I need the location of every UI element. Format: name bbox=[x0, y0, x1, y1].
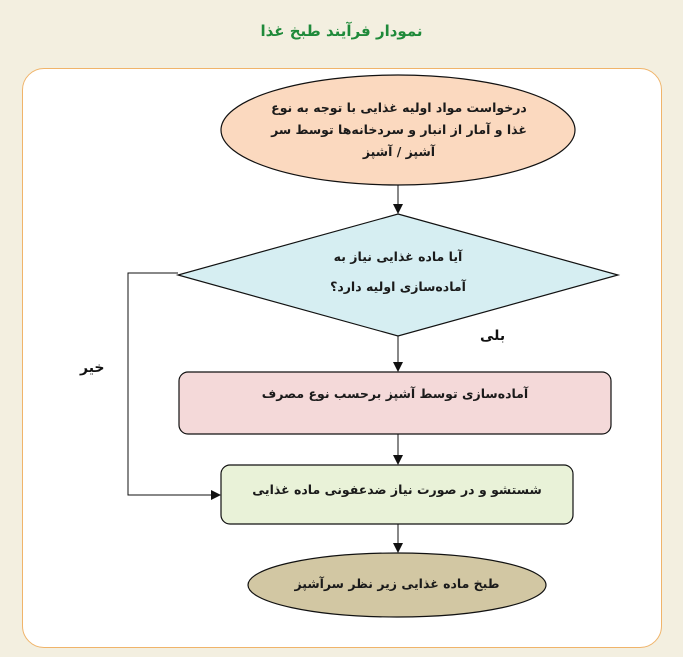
wash-text: شستشو و در صورت نیاز ضدعفونی ماده غذایی bbox=[252, 482, 542, 497]
decision-text: آیا ماده غذایی نیاز به آماده‌سازی اولیه دارد؟ bbox=[330, 249, 466, 294]
yes-label: بلی bbox=[480, 328, 506, 344]
page-title: نمودار فرآیند طبخ غذا bbox=[260, 22, 423, 40]
request-text: درخواست مواد اولیه غذایی با توجه به نوع غذا و آمار از انبار و سردخانه‌ها توسط سر آشپز / آشپز bbox=[271, 100, 527, 159]
prep-text: آماده‌سازی توسط آشپز برحسب نوع مصرف bbox=[261, 386, 529, 401]
cook-text: طبخ ماده غذایی زیر نظر سرآشپز bbox=[294, 576, 500, 591]
no-label: خیر bbox=[80, 360, 105, 376]
